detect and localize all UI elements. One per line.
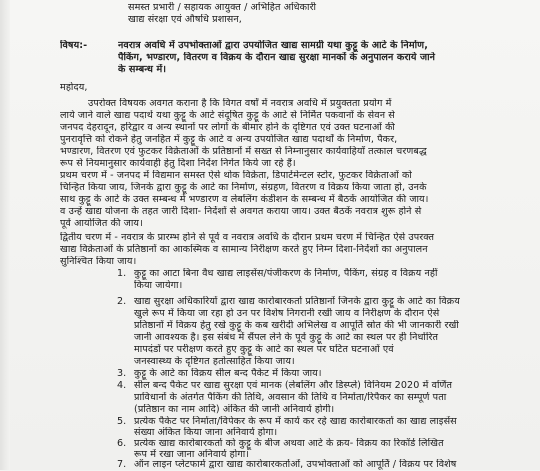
list-item-line: (प्रतिष्ठान का नाम आदि) अंकित की जानी अनिवार्य होगी। [134, 404, 335, 415]
list-item-line: सील बन्द पैकेट पर खाद्य सुरक्षा एवं मानक (लेबलिंग और डिस्प्ले) विनियम 2020 में वर्णित [134, 380, 453, 391]
list-number: 4. [117, 380, 127, 391]
body-line: सुनिश्चित किया जाय। [60, 256, 137, 267]
list-item-line: खुले रूप में किया जा रहा हो उन पर विशेष निगरानी रखी जाय व निरीक्षण के दौरान ऐसे [134, 308, 440, 319]
page-edge-shadow [0, 0, 10, 470]
list-item-line: कुट्टू का आटा बिना वैध खाद्य लाइसेंस/पंजीकरण के निर्माण, पैकिंग, संग्रह व विक्रय नहीं [134, 268, 438, 279]
subject-line-3: के सम्बन्ध में। [118, 64, 167, 75]
body-line: पूर्व आयोजित की जाय। [60, 218, 143, 229]
list-number: 3. [117, 368, 127, 379]
body-line: रूप से नियमानुसार कार्यवाही हेतु दिशा निर्देश निर्गत किये जा रहे हैं। [60, 158, 296, 169]
subject-line-1: नवरात्र अवधि में उपभोक्ताओं द्वारा उपयोजित खाद्य सामग्री यथा कुट्टू के आटे के निर्माण, [118, 40, 428, 51]
subject-label: विषय:- [60, 40, 88, 51]
list-number: 7. [117, 459, 127, 470]
recipient-line-1: समस्त प्रभारी / सहायक आयुक्त / अभिहित अधिकारी [128, 2, 317, 13]
recipient-line-2: खाद्य संरक्षा एवं औषधि प्रशासन, [128, 14, 242, 25]
body-line: पुनरावृत्ति को रोकने हेतु जनहित में कुट्टू के आटे व अन्य उपयोजित खाद्य पदार्थों के निर्माण, पैकर, [60, 134, 398, 145]
body-line: द्वितीय चरण में - नवरात्र के प्रारम्भ होने से पूर्व व नवरात्र अवधि के दौरान प्रथम चरण में चिन्हित ऐसे उपरक्त [60, 232, 435, 243]
body-line: साथ कुट्टू के आटे के उक्त सम्बन्ध में भण्डारण व लेबलिंग कंडीशन के सम्बन्ध में बैठकें आयोजित की जाय। [60, 194, 429, 205]
body-line: लाये जाने वाले खाद्य पदार्थ यथा कुट्टू के आटे संदूषित कुट्टू के आटे से निर्मित पकवानों के सेवन से [60, 110, 395, 121]
list-item-line: जानी आवश्यक है। इस संबंध में सैंपल लेने के पूर्व कुट्टू के आटे का स्थल पर ही निर्धारित [134, 332, 439, 343]
subject-line-2: पैकिंग, भण्डारण, वितरण व विक्रय के दौरान खाद्य सुरक्षा मानकों के अनुपालन कराये जाने [118, 52, 436, 63]
body-line: जनपद देहरादून, हरिद्वार व अन्य स्थानों पर लोगों के बीमार होने के दृष्टिगत एवं उक्त घटनाओं की [60, 122, 396, 133]
body-line: भण्डारण, वितरण एवं फुटकर विक्रेताओं के प्रतिष्ठानों में सख्त से निम्नानुसार कार्यवाहियाँ तत्काल चरणबद्ध [60, 146, 427, 157]
body-line: खाद्य विक्रेताओं के प्रतिष्ठानों का आकस्मिक व सामान्य निरीक्षण करते हुए निम्न दिशा-निर्देशों का अनुपालन [60, 244, 428, 255]
body-line: व उन्हें खाद्य योजना के तहत जारी दिशा- निर्देशों से अवगत कराया जाय। उक्त बैठकें नवरात्र शुरू होने से [60, 206, 422, 217]
list-item-line: खाद्य सुरक्षा अधिकारियों द्वारा खाद्य कारोबारकर्ता प्रतिष्ठानों जिनके द्वारा कुट्टू के आटे का विक्रय [134, 296, 460, 307]
body-line: प्रथम चरण में - जनपद में विद्यमान समस्त ऐसे थोक विक्रेता, डिपार्टमेन्टल स्टोर, फुटकर विक्रेताओं को [60, 170, 412, 181]
list-item-line: ऑन लाइन प्लेटफार्म द्वारा खाद्य कारोबारकर्ताओं, उपभोक्ताओं को आपूर्ति / विक्रय पर विशेष [134, 459, 457, 470]
list-item-line: प्रत्येक खाद्य कारोबारकर्ता को कुट्टू के बीज अथवा आटे के क्रय- विक्रय का रिकॉर्ड लिखित [134, 438, 444, 449]
body-line: उपरोक्त विषयक अवगत कराना है कि विगत वर्षों में नवरात्र अवधि में प्रयुक्तता प्रयोग में [88, 98, 392, 109]
list-number: 1. [117, 268, 127, 279]
list-item-line: प्रत्येक पैकेट पर निर्माता/विपेकर के रूप में कार्य कर रहे खाद्य कारोबारकर्ता का खाद्य लाइसेंस [134, 416, 457, 427]
list-item-line: किया जायेगा। [134, 280, 183, 291]
list-item-line: जनस्वास्थ्य के दृष्टिगत हतोत्साहित किया जाय। [134, 356, 295, 367]
body-line: चिन्हित किया जाय, जिनके द्वारा कुट्टू के आटे का निर्माण, संग्रहण, वितरण व विक्रय किया जाता हो, उनके [60, 182, 427, 193]
list-item-line: संख्या अंकित किया जाना अनिवार्य होगा। [134, 427, 278, 438]
list-item-line: प्रतिष्ठानों में विक्रय हेतु रखे कुट्टू के कब खरीदी अभिलेख व आपूर्ति स्रोत की भी जानकारी रखी [134, 320, 459, 331]
list-item-line: रूप में रखा जाना अनिवार्य होगा। [134, 449, 250, 460]
list-number: 5. [117, 416, 127, 427]
list-item-line: मापदंडों पर परीक्षण करते हुए कुट्टू के आटे का स्थल पर घटित घटनाओं एवं [134, 344, 394, 355]
salutation: महोदय, [60, 82, 88, 93]
list-item-line: प्राविधानों के अंतर्गत पैकिंग की तिथि, अवसान की तिथि व निर्माता/रिपैकर का सम्पूर्ण पता [134, 392, 447, 403]
list-number: 6. [117, 438, 127, 449]
list-number: 2. [117, 296, 127, 307]
list-item-line: कुट्टू के आटे का विक्रय सील बन्द पैकेट में किया जाय। [134, 368, 322, 379]
